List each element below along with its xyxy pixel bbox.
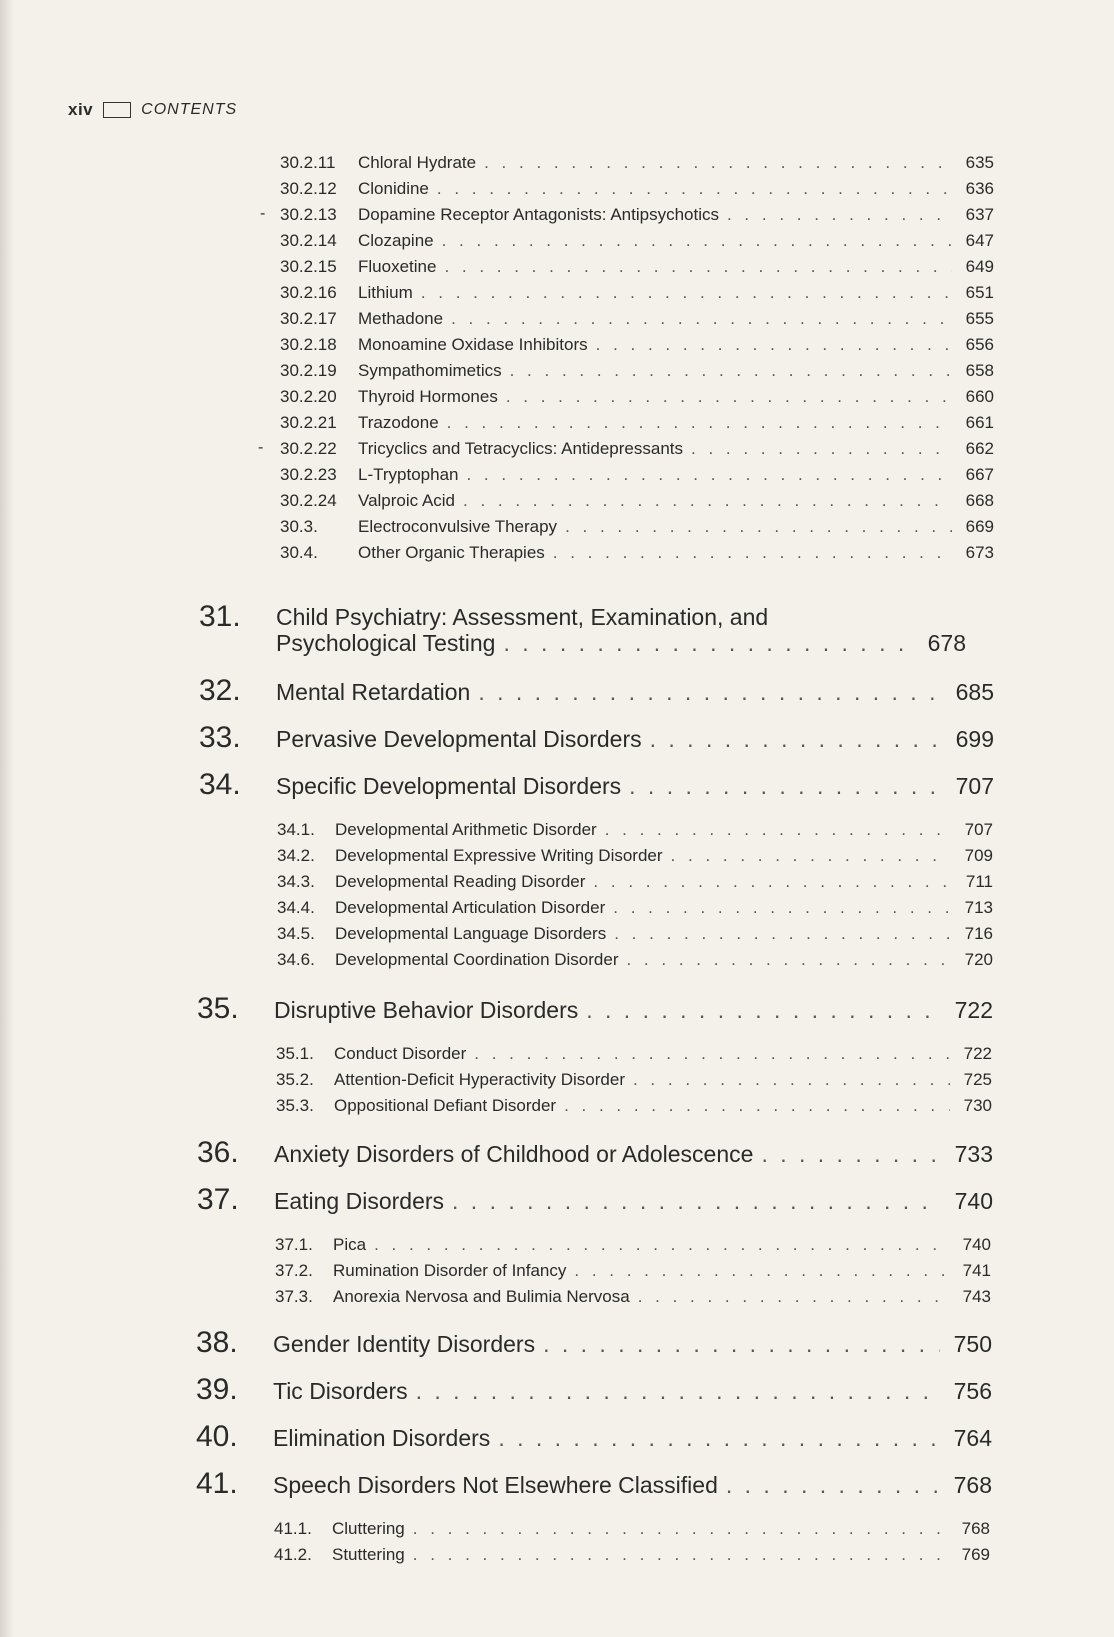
entry-title: Developmental Expressive Writing Disorder [335,846,663,865]
dot-leader [633,1070,950,1090]
entry-title: Fluoxetine [358,257,437,276]
toc-entry[interactable] [276,1070,992,1092]
entry-title: Attention-Deficit Hyperactivity Disorder [334,1070,625,1089]
page-number: 722 [963,1044,992,1063]
entry-title: Methadone [358,309,444,328]
page-number: 656 [965,335,994,354]
dot-leader [691,439,952,459]
toc-entry[interactable] [280,257,994,279]
page-number: 722 [954,997,993,1023]
page-number: 743 [962,1287,991,1306]
page-number: 660 [965,387,994,406]
entry-number: 37.2. [275,1261,313,1280]
chapter-number: 38. [196,1326,238,1359]
toc-entry[interactable] [277,924,993,946]
page-number: 733 [954,1141,993,1167]
page-number: 662 [965,439,994,458]
entry-number: 30.2.19 [280,361,337,380]
chapter-entry[interactable] [196,1373,992,1405]
dot-leader [498,1425,940,1452]
dot-leader [614,924,951,944]
entry-number: 30.2.11 [280,153,336,172]
chapter-number: 32. [199,674,241,707]
dot-leader [671,846,951,866]
page-number: 709 [964,846,993,865]
toc-entry[interactable] [275,1235,991,1257]
dot-leader [510,361,952,381]
chapter-title: Anxiety Disorders of Childhood or Adolescence [274,1141,754,1167]
page-number: 699 [955,726,994,752]
toc-entry[interactable] [275,1261,991,1283]
dot-leader [444,257,952,277]
page-number: 685 [955,679,994,705]
entry-title: Anorexia Nervosa and Bulimia Nervosa [333,1287,630,1306]
page-number: 725 [963,1070,992,1089]
chapter-title-line2: Psychological Testing [276,630,496,656]
page-number: 668 [965,491,994,510]
page-number: 647 [965,231,994,250]
toc-entry[interactable] [274,1545,990,1567]
chapter-entry[interactable] [199,768,994,800]
chapter-title-continued [276,630,966,657]
entry-title: Sympathomimetics [358,361,502,380]
chapter-number: 41. [196,1467,238,1500]
chapter-title: Speech Disorders Not Elsewhere Classified [273,1472,718,1498]
entry-title: Monoamine Oxidase Inhibitors [358,335,588,354]
page-number: 716 [964,924,993,943]
entry-title: Pica [333,1235,367,1254]
dot-leader [437,179,952,199]
dot-leader [413,1545,948,1565]
page-number: 720 [964,950,993,969]
page-number: 741 [962,1261,991,1280]
dot-leader [503,630,914,657]
toc-entry[interactable] [275,1287,991,1309]
entry-title: Trazodone [358,413,439,432]
page-number: 740 [962,1235,991,1254]
page-number: 658 [965,361,994,380]
chapter-title: Eating Disorders [274,1188,445,1214]
toc-entry[interactable] [280,179,994,201]
chapter-title: Specific Developmental Disorders [276,773,622,799]
page-number: 711 [965,872,993,891]
toc-entry[interactable] [280,491,994,513]
entry-number: 30.2.15 [280,257,337,276]
dot-leader [727,205,952,225]
page-number: 707 [964,820,993,839]
entry-title: L-Tryptophan [358,465,459,484]
chapter-number: 36. [197,1136,239,1169]
page-number: 769 [961,1545,990,1564]
entry-title: Conduct Disorder [334,1044,467,1063]
dot-leader [564,1096,950,1116]
entry-number: 30.2.17 [280,309,337,328]
page-number: 651 [965,283,994,302]
chapter-number: 31. [199,600,241,633]
dot-leader [761,1141,941,1168]
page-number: 669 [965,517,994,536]
entry-number: 34.1. [277,820,315,839]
entry-number: 30.2.23 [280,465,337,484]
dot-leader [484,153,952,173]
toc-entry[interactable] [277,898,993,920]
dot-leader [466,465,952,485]
chapter-title: Disruptive Behavior Disorders [274,997,579,1023]
entry-number: 30.2.20 [280,387,337,406]
entry-number: 34.6. [277,950,315,969]
toc-entry[interactable] [274,1519,990,1541]
chapter-title: Elimination Disorders [273,1425,491,1451]
chapter-number: 35. [197,992,239,1025]
dot-leader [726,1472,940,1499]
toc-entry[interactable] [277,950,993,972]
entry-number: 34.2. [277,846,315,865]
dot-leader [596,335,952,355]
dot-leader [452,1188,941,1215]
chapter-entry[interactable] [199,600,994,664]
toc-entry[interactable] [280,335,994,357]
dot-leader [451,309,952,329]
entry-number: 30.2.18 [280,335,337,354]
entry-number: 30.2.12 [280,179,337,198]
chapter-title: Mental Retardation [276,679,471,705]
dot-leader [565,517,952,537]
toc-entry[interactable] [277,820,993,842]
entry-number: 30.2.24 [280,491,337,510]
entry-number: 35.1. [276,1044,314,1063]
page-number: 636 [965,179,994,198]
toc-entry[interactable] [277,846,993,868]
entry-number: 30.2.14 [280,231,337,250]
entry-title: Developmental Reading Disorder [335,872,586,891]
chapter-entry[interactable] [199,721,994,753]
entry-number: 30.2.22 [280,439,337,458]
entry-number: 35.3. [276,1096,314,1115]
margin-mark: - [258,439,264,456]
entry-title: Developmental Coordination Disorder [335,950,619,969]
page-number: 756 [953,1378,992,1404]
toc-entry[interactable] [280,153,994,175]
entry-title: Cluttering [332,1519,405,1538]
page-number: 750 [953,1331,992,1357]
toc-entry[interactable] [280,361,994,383]
section-title: CONTENTS [141,101,238,118]
entry-title: Dopamine Receptor Antagonists: Antipsychotics [358,205,719,224]
page-number: 678 [927,630,966,656]
dot-leader [586,997,941,1024]
dot-leader [543,1331,940,1358]
dot-leader [447,413,952,433]
entry-title: Valproic Acid [358,491,456,510]
page-number: 707 [955,773,994,799]
entry-title: Developmental Articulation Disorder [335,898,606,917]
entry-number: 30.2.13 [280,205,337,224]
chapter-number: 33. [199,721,241,754]
toc-entry[interactable] [280,387,994,409]
page-number: 661 [965,413,994,432]
dot-leader [478,679,942,706]
entry-title: Developmental Language Disorders [335,924,607,943]
entry-title: Clozapine [358,231,434,250]
chapter-number: 40. [196,1420,238,1453]
dot-leader [650,726,942,753]
dot-leader [574,1261,949,1281]
page-folio: xiv [68,100,94,119]
entry-number: 30.3. [280,517,318,536]
entry-number: 30.2.21 [280,413,337,432]
dot-leader [629,773,942,800]
page-number: 649 [965,257,994,276]
toc-entry[interactable] [258,439,994,461]
toc-entry[interactable] [280,543,994,565]
entry-title: Tricyclics and Tetracyclics: Antidepressants [358,439,684,458]
page-edge-shadow [0,0,14,1637]
chapter-number: 39. [196,1373,238,1406]
chapter-entry[interactable] [197,992,993,1024]
entry-title: Clonidine [358,179,429,198]
dot-leader [593,872,951,892]
page-number: 730 [963,1096,992,1115]
dot-leader [442,231,952,251]
entry-number: 37.3. [275,1287,313,1306]
chapter-entry[interactable] [196,1420,992,1452]
entry-number: 34.5. [277,924,315,943]
chapter-entry[interactable] [197,1136,993,1168]
dot-leader [613,898,951,918]
header-box-ornament [103,102,131,118]
toc-entry[interactable] [280,283,994,305]
toc-entry[interactable] [276,1044,992,1066]
dot-leader [553,543,952,563]
entry-number: 30.2.16 [280,283,337,302]
entry-title: Rumination Disorder of Infancy [333,1261,567,1280]
entry-number: 41.2. [274,1545,312,1564]
page-number: 667 [965,465,994,484]
page-number: 637 [965,205,994,224]
page-number: 764 [953,1425,992,1451]
toc-entry[interactable] [260,205,994,227]
entry-number: 41.1. [274,1519,312,1538]
page-number: 740 [954,1188,993,1214]
chapter-entry[interactable] [197,1183,993,1215]
chapter-number: 34. [199,768,241,801]
toc-entry[interactable] [280,413,994,435]
dot-leader [626,950,951,970]
chapter-title: Pervasive Developmental Disorders [276,726,642,752]
chapter-entry[interactable] [196,1326,992,1358]
dot-leader [605,820,951,840]
chapter-title: Tic Disorders [273,1378,408,1404]
entry-title: Stuttering [332,1545,405,1564]
toc-entry[interactable] [277,872,993,894]
dot-leader [374,1235,949,1255]
entry-title: Developmental Arithmetic Disorder [335,820,597,839]
entry-number: 35.2. [276,1070,314,1089]
toc-entry[interactable] [280,231,994,253]
dot-leader [638,1287,949,1307]
page-number: 768 [961,1519,990,1538]
entry-number: 30.4. [280,543,318,562]
entry-title: Other Organic Therapies [358,543,545,562]
page-number: 655 [965,309,994,328]
chapter-title: Child Psychiatry: Assessment, Examination, and [276,604,769,630]
entry-title: Thyroid Hormones [358,387,498,406]
toc-entry[interactable] [280,309,994,331]
dot-leader [463,491,952,511]
toc-entry[interactable] [280,517,994,539]
dot-leader [421,283,952,303]
dot-leader [474,1044,950,1064]
entry-title: Oppositional Defiant Disorder [334,1096,557,1115]
page-number: 768 [953,1472,992,1498]
page-number: 635 [965,153,994,172]
running-head [68,100,237,120]
chapter-entry[interactable] [196,1467,992,1499]
entry-title: Electroconvulsive Therapy [358,517,558,536]
dot-leader [506,387,952,407]
dot-leader [416,1378,940,1405]
entry-title: Chloral Hydrate [358,153,477,172]
margin-mark: - [260,205,266,222]
toc-entry[interactable] [276,1096,992,1118]
chapter-title: Gender Identity Disorders [273,1331,536,1357]
entry-title: Lithium [358,283,413,302]
chapter-entry[interactable] [199,674,994,706]
toc-entry[interactable] [280,465,994,487]
page-number: 673 [965,543,994,562]
entry-number: 37.1. [275,1235,313,1254]
page-number: 713 [964,898,993,917]
dot-leader [413,1519,948,1539]
entry-number: 34.4. [277,898,315,917]
entry-number: 34.3. [277,872,315,891]
chapter-number: 37. [197,1183,239,1216]
